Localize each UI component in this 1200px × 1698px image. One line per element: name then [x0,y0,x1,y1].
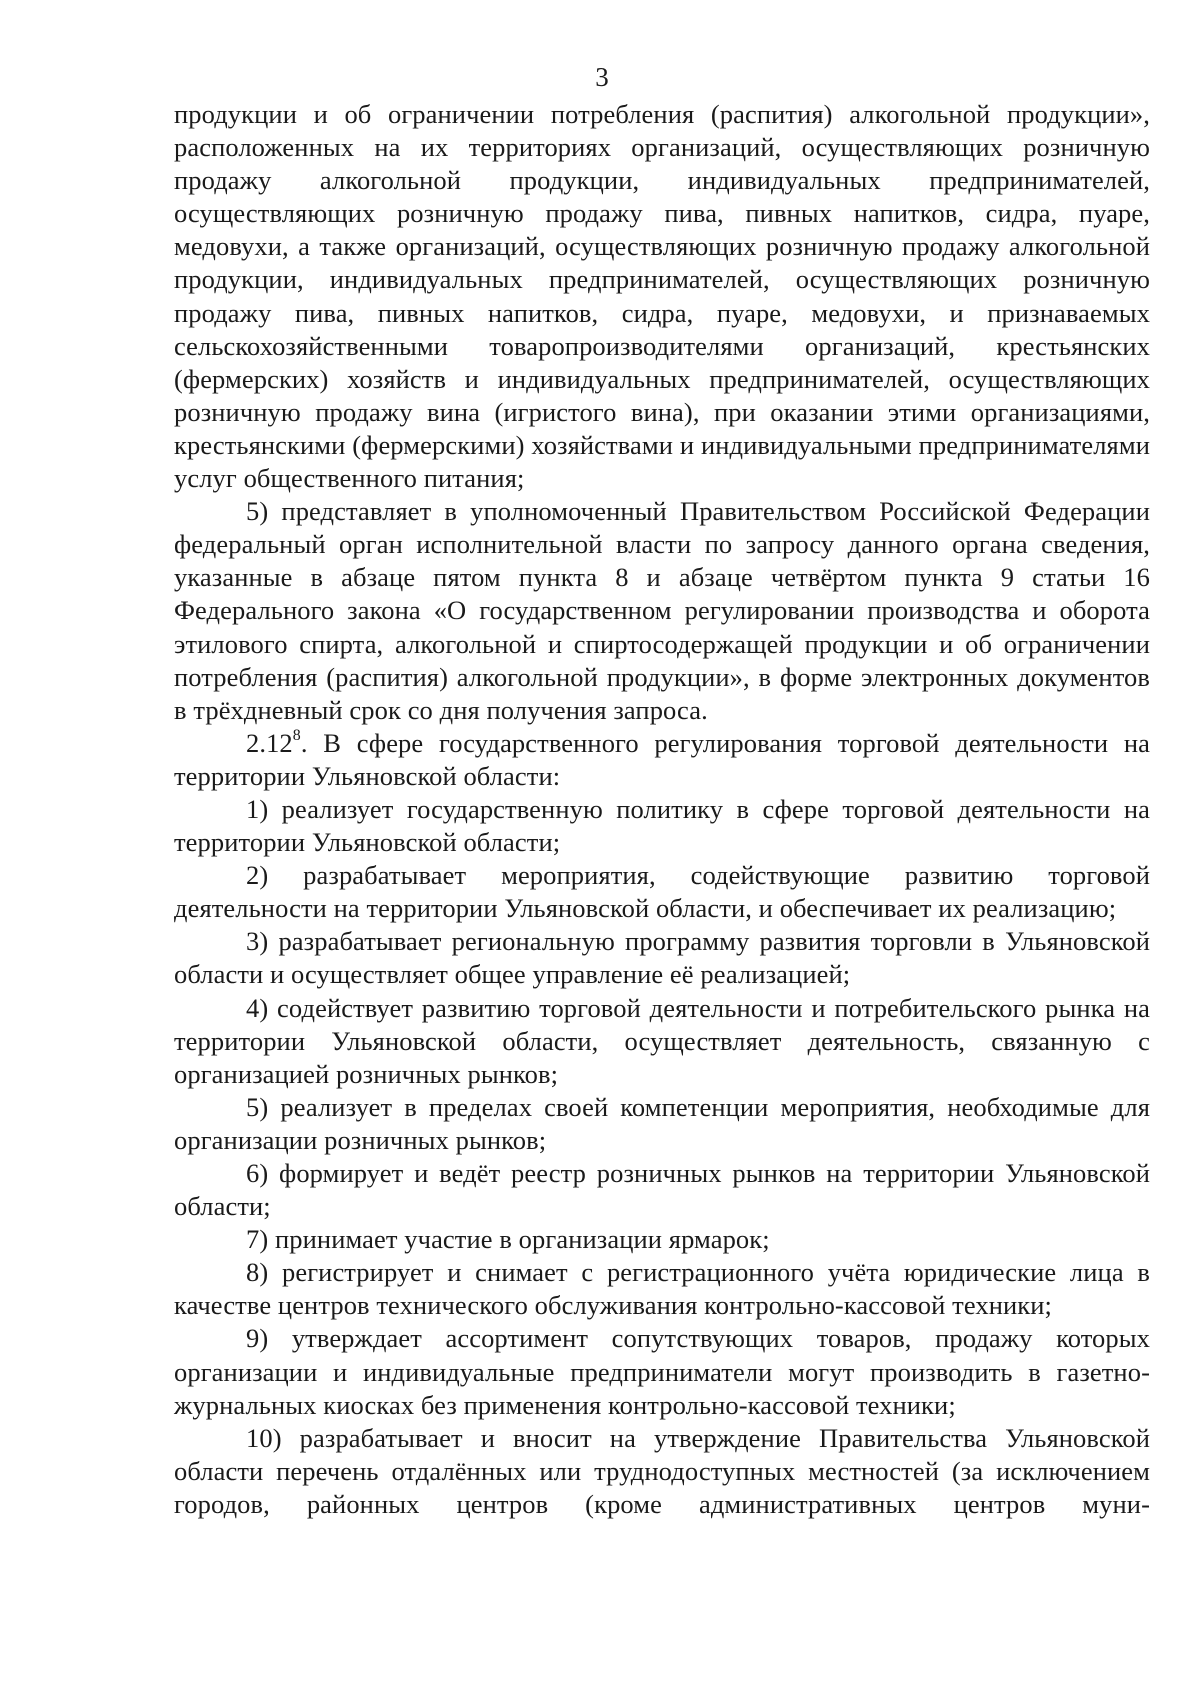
paragraph-item-7: 7) принимает участие в организации ярмарок; [246,1224,770,1255]
paragraph-item-6: 6) формирует и ведёт реестр розничных рынков на территории Ульяновской области; [174,1158,1150,1222]
paragraph-item-4: 4) содействует развитию торговой деятельности и потребительского рынка на территории Ульяновской области, осуществляет деятельность, связанную с организацией розничных рынков; [174,992,1150,1089]
paragraph-item-2: 2) разрабатывает мероприятия, содействующие развитию торговой деятельности на территории Ульяновской области, и обеспечивает их реализацию; [174,860,1150,924]
paragraph-item-9: 9) утверждает ассортимент сопутствующих товаров, продажу которых организации и индивидуальные предприниматели могут производить в газетно-журнальных киосках без применения контрольно-кассовой техники; [174,1323,1150,1420]
section-text: . В сфере государственного регулирования торговой деятельности на территории Ульяновской области: [174,727,1150,791]
paragraph-continuation: продукции и об ограничении потребления (распития) алкогольной продукции», расположенных на их территориях организаций, осуществляющих розничную продажу алкогольной продукции, индивидуальных предпринимателей, осуществляющих розничную продажу пива, пивных напитков, сидра, пуаре, медовухи, а также организаций, осуществляющих розничную продажу алкогольной продукции, индивидуальных предпринимателей, осуществляющих розничную продажу пива, пивных напитков, сидра, пуаре, медовухи, и признаваемых сельскохозяйственными товаропроизводителями организаций, крестьянских (фермерских) хозяйств и индивидуальных предпринимателей, осуществляющих розничную продажу вина (игристого вина), при оказании этими организациями, крестьянскими (фермерскими) хозяйствами и индивидуальными предпринимателями услуг общественного питания; [174,99,1150,494]
paragraph-item-8: 8) регистрирует и снимает с регистрационного учёта юридические лица в качестве центров технического обслуживания контрольно-кассовой техники; [174,1257,1150,1321]
document-body [174,98,1150,1521]
page-number: 3 [595,62,609,92]
section-superscript: 8 [292,726,301,744]
paragraph-item-5b: 5) реализует в пределах своей компетенции мероприятия, необходимые для организации розничных рынков; [174,1091,1150,1155]
paragraph-section-2-12-8 [174,727,1150,793]
section-number: 2.12 [246,727,293,758]
paragraph-item-10: 10) разрабатывает и вносит на утверждение Правительства Ульяновской области перечень отдалённых или труднодоступных местностей (за исключением городов, районных центров (кроме административных центров муни- [174,1422,1150,1519]
paragraph-item-3: 3) разрабатывает региональную программу развития торговли в Ульяновской области и осуществляет общее управление её реализацией; [174,926,1150,990]
paragraph-item-1: 1) реализует государственную политику в сфере торговой деятельности на территории Ульяновской области; [174,793,1150,858]
paragraph-item-5: 5) представляет в уполномоченный Правительством Российской Федерации федеральный орган исполнительной власти по запросу данного органа сведения, указанные в абзаце пятом пункта 8 и абзаце четвёртом пункта 9 статьи 16 Федерального закона «О государственном регулировании производства и оборота этилового спирта, алкогольной и спиртосодержащей продукции и об ограничении потребления (распития) алкогольной продукции», в форме электронных документов в трёхдневный срок со дня получения запроса. [174,496,1150,725]
